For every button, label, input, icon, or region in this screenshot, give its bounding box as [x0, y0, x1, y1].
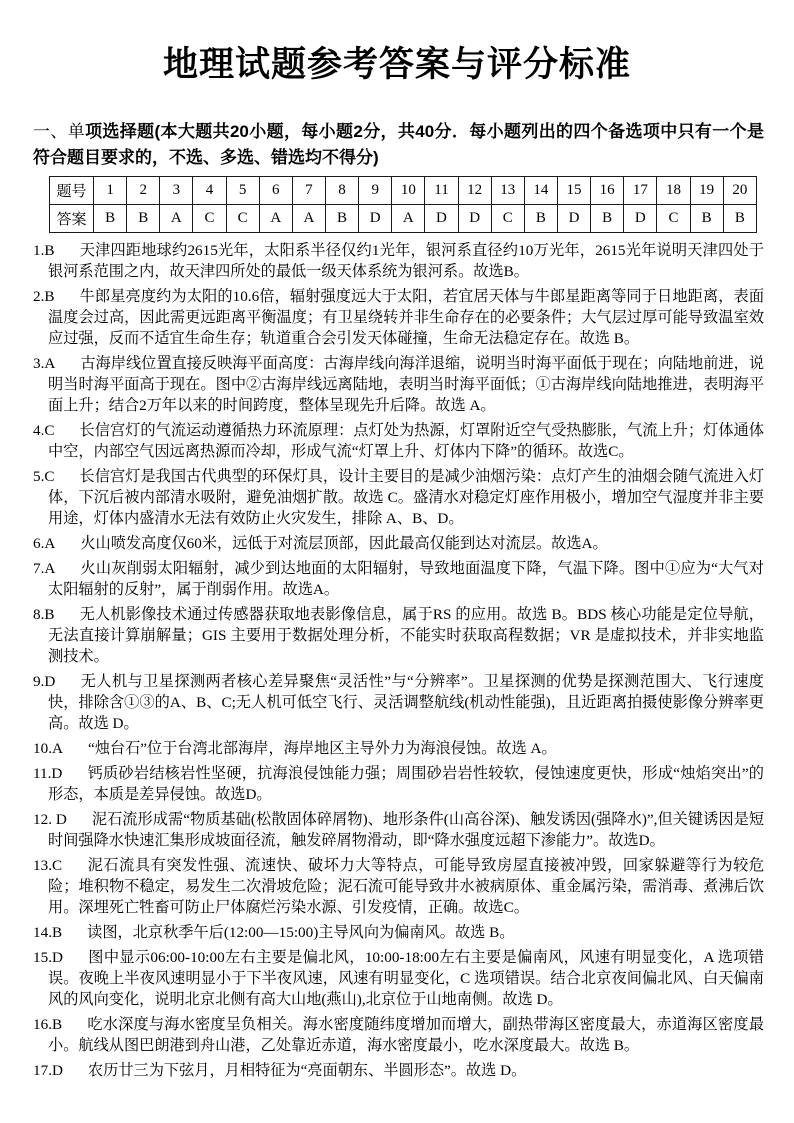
explanation-item-5: [33, 466, 764, 529]
answer-cell: C: [491, 205, 524, 233]
explanation-item-14: [33, 922, 764, 943]
answer-cell: C: [657, 205, 690, 233]
question-number-cell: 15: [557, 177, 590, 205]
answer-cell: A: [160, 205, 193, 233]
answer-cell: B: [325, 205, 358, 233]
item-text: 天津四距地球约2615光年，太阳系半径仅约1光年，银河系直径约10万光年，2615光年说明天津四处于银河系范围之内，故天津四所处的最低一级天体系统为银河系。故选B。: [48, 242, 764, 280]
explanation-item-6: [33, 533, 764, 554]
question-number-cell: 5: [226, 177, 259, 205]
answer-cell: A: [292, 205, 325, 233]
answer-cell: C: [193, 205, 226, 233]
item-label: 17.D: [33, 1062, 63, 1079]
item-label: 1.B: [33, 242, 55, 259]
question-number-cell: 3: [160, 177, 193, 205]
item-text: 火山喷发高度仅60米，远低于对流层顶部，因此最高仅能到达对流层。故选A。: [80, 535, 608, 552]
item-text: 吃水深度与海水密度呈负相关。海水密度随纬度增加而增大，副热带海区密度最大，赤道海区密度最小。航线从图巴朗港到舟山港，乙处靠近赤道，海水密度最小，吃水深度最大。故选 B。: [48, 1016, 764, 1054]
explanation-item-7: [33, 558, 764, 600]
question-number-cell: 1: [94, 177, 127, 205]
explanation-item-11: [33, 763, 764, 805]
item-label: 5.C: [33, 468, 55, 485]
item-label: 7.A: [33, 560, 56, 577]
answer-cell: D: [458, 205, 491, 233]
section-heading-text: 项选择题(本大题共20小题，每小题2分，共40分．每小题列出的四个备选项中只有一个是符合题目要求的，不选、多选、错选均不得分): [33, 122, 764, 167]
answer-table: [49, 176, 757, 233]
answer-cell: B: [94, 205, 127, 233]
explanation-item-3: [33, 353, 764, 416]
item-text: 无人机影像技术通过传感器获取地表影像信息，属于RS 的应用。故选 B。BDS 核心功能是定位导航，无法直接计算崩解量；GIS 主要用于数据处理分析，不能实时获取高程数据；VR 是虚拟技术，并非实地监测技术。: [48, 606, 764, 665]
explanation-item-13: [33, 855, 764, 918]
explanation-item-17: [33, 1060, 764, 1081]
question-number-cell: 14: [524, 177, 557, 205]
explanation-item-15: [33, 947, 764, 1010]
answer-cell: D: [557, 205, 590, 233]
question-number-cell: 9: [359, 177, 392, 205]
explanation-list: [33, 240, 764, 1081]
section-heading: [33, 119, 764, 171]
answer-cell: D: [359, 205, 392, 233]
explanation-item-2: [33, 286, 764, 349]
answer-cell: C: [226, 205, 259, 233]
answer-cell: B: [591, 205, 624, 233]
question-number-cell: 7: [292, 177, 325, 205]
item-text: 长信宫灯的气流运动遵循热力环流原理：点灯处为热源，灯罩附近空气受热膨胀，气流上升；灯体通体中空，内部空气因远离热源而冷却，形成气流“灯罩上升、灯体内下降”的循环。故选C。: [48, 422, 764, 460]
item-text: 火山灰削弱太阳辐射，减少到达地面的太阳辐射，导致地面温度下降，气温下降。图中①应为“大气对太阳辐射的反射”，属于削弱作用。故选A。: [48, 560, 764, 598]
answer-cell: B: [690, 205, 723, 233]
item-label: 4.C: [33, 422, 55, 439]
section-heading-prefix: 一、单: [33, 122, 86, 141]
question-number-cell: 18: [657, 177, 690, 205]
answer-cell: B: [723, 205, 756, 233]
item-label: 13.C: [33, 857, 63, 874]
item-text: 古海岸线位置直接反映海平面高度：古海岸线向海洋退缩，说明当时海平面低于现在；向陆地前进，说明当时海平面高于现在。图中②古海岸线远离陆地，表明当时海平面低；①古海岸线向陆地推进，表明海平面上升；结合2万年以来的时间跨度，整体呈现先升后降。故选 A。: [48, 355, 764, 414]
explanation-item-10: [33, 738, 764, 759]
answer-cell: D: [624, 205, 657, 233]
question-number-cell: 13: [491, 177, 524, 205]
item-text: 长信宫灯是我国古代典型的环保灯具，设计主要目的是减少油烟污染：点灯产生的油烟会随气流进入灯体，下沉后被内部清水吸附，避免油烟扩散。故选 C。盛清水对稳定灯座作用极小，增加空气湿度并非主要用途，灯体内盛清水无法有效防止火灾发生，排除 A、B、D。: [48, 468, 764, 527]
item-text: 图中显示06:00-10:00左右主要是偏北风，10:00-18:00左右主要是偏南风，风速有明显变化，A 选项错误。夜晚上半夜风速明显小于下半夜风速，风速有明显变化，C 选项错误。结合北京夜间偏北风、白天偏南风的风向变化，说明北京北侧有高大山地(燕山),北京位于山地南侧。故选 D。: [48, 949, 764, 1008]
answer-row: [50, 205, 757, 233]
item-text: “烛台石”位于台湾北部海岸，海岸地区主导外力为海浪侵蚀。故选 A。: [87, 740, 557, 757]
question-number-cell: 10: [392, 177, 425, 205]
item-label: 8.B: [33, 606, 55, 623]
explanation-item-1: [33, 240, 764, 282]
question-number-cell: 20: [723, 177, 756, 205]
question-number-cell: 11: [425, 177, 458, 205]
question-number-cell: 4: [193, 177, 226, 205]
row-header-answer: 答案: [50, 205, 94, 233]
item-label: 11.D: [33, 765, 63, 782]
item-text: 钙质砂岩结核岩性坚硬，抗海浪侵蚀能力强；周围砂岩岩性较软，侵蚀速度更快，形成“烛焰突出”的形态，本质是差异侵蚀。故选D。: [48, 765, 764, 803]
item-label: 16.B: [33, 1016, 63, 1033]
question-number-cell: 12: [458, 177, 491, 205]
answer-cell: D: [425, 205, 458, 233]
explanation-item-9: [33, 671, 764, 734]
item-text: 农历廿三为下弦月，月相特征为“亮面朝东、半圆形态”。故选 D。: [87, 1062, 527, 1079]
answer-cell: B: [524, 205, 557, 233]
item-label: 2.B: [33, 288, 55, 305]
item-label: 15.D: [33, 949, 63, 966]
question-number-cell: 2: [127, 177, 160, 205]
question-number-cell: 8: [325, 177, 358, 205]
item-label: 9.D: [33, 673, 56, 690]
explanation-item-12: [33, 809, 764, 851]
explanation-item-8: [33, 604, 764, 667]
item-text: 泥石流具有突发性强、流速快、破坏力大等特点，可能导致房屋直接被冲毁，回家躲避等行为较危险；堆积物不稳定，易发生二次滑坡危险；泥石流可能导致井水被病原体、重金属污染，需消毒、煮沸后饮用。深埋死亡牲畜可防止尸体腐烂污染水源、引发疫情，正确。故选C。: [48, 857, 764, 916]
item-text: 读图，北京秋季午后(12:00—15:00)主导风向为偏南风。故选 B。: [87, 924, 515, 941]
question-number-cell: 19: [690, 177, 723, 205]
item-label: 3.A: [33, 355, 56, 372]
answer-cell: A: [392, 205, 425, 233]
question-number-cell: 17: [624, 177, 657, 205]
item-text: 泥石流形成需“物质基础(松散固体碎屑物)、地形条件(山高谷深)、触发诱因(强降水)”,但关键诱因是短时间强降水快速汇集形成坡面径流，触发碎屑物滑动，即“降水强度远超下渗能力”。故选D。: [48, 811, 765, 849]
explanation-item-4: [33, 420, 764, 462]
question-number-row: [50, 177, 757, 205]
question-number-cell: 16: [591, 177, 624, 205]
page-title: 地理试题参考答案与评分标准: [162, 45, 631, 84]
explanation-item-16: [33, 1014, 764, 1056]
item-label: 12. D: [33, 811, 67, 828]
item-label: 10.A: [33, 740, 63, 757]
item-label: 6.A: [33, 535, 56, 552]
answer-cell: A: [259, 205, 292, 233]
item-text: 无人机与卫星探测两者核心差异聚焦“灵活性”与“分辨率”。卫星探测的优势是探测范围大、飞行速度快，排除含①③的A、B、C;无人机可低空飞行、灵活调整航线(机动性能强)，且近距离拍摄使影像分辨率更高。故选 D。: [48, 673, 764, 732]
row-header-question-number: 题号: [50, 177, 94, 205]
question-number-cell: 6: [259, 177, 292, 205]
item-label: 14.B: [33, 924, 63, 941]
answer-cell: B: [127, 205, 160, 233]
item-text: 牛郎星亮度约为太阳的10.6倍，辐射强度远大于太阳，若宜居天体与牛郎星距离等同于日地距离，表面温度会过高，因此需更远距离平衡温度；有卫星绕转并非生命存在的必要条件；大气层过厚可能导致温室效应过强，反而不适宜生命生存；轨道重合会引发天体碰撞，生命无法稳定存在。故选 B。: [48, 288, 764, 347]
